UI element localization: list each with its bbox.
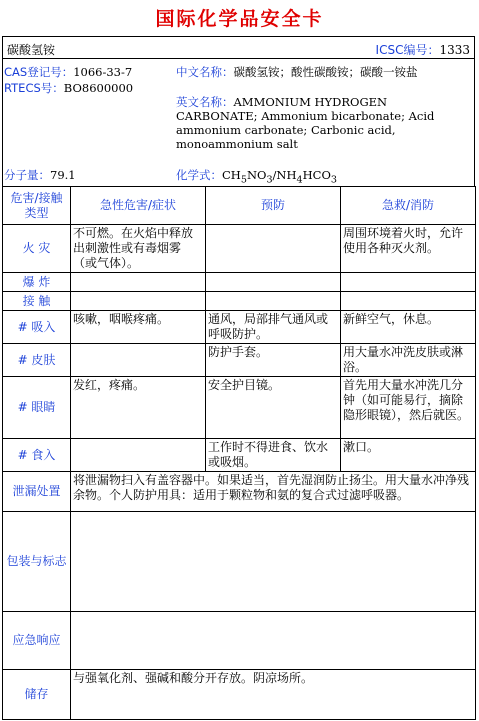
table-row <box>3 344 476 377</box>
cell-acute <box>71 344 206 377</box>
cell-acute <box>71 273 206 292</box>
en-name-field <box>176 95 471 151</box>
icsc-label: ICSC编号： <box>375 43 440 57</box>
cell-acute <box>71 292 206 311</box>
spill-row <box>3 472 476 512</box>
row-label: 接 触 <box>3 292 71 311</box>
formula-field <box>176 168 337 187</box>
header-prevent: 预防 <box>206 187 341 225</box>
cell-acute <box>71 439 206 472</box>
cell-aid: 周围环境着火时，允许使用各种灭火剂。 <box>341 225 476 273</box>
hazard-table <box>2 186 476 720</box>
cell-prevent <box>206 225 341 273</box>
cas-value: 1066-33-7 <box>73 65 133 79</box>
spill-text: 将泄漏物扫入有盖容器中。如果适当，首先湿润防止扬尘。用大量水冲净残余物。个人防护用具：适用于颗粒物和氨的复合式过滤呼吸器。 <box>71 472 476 512</box>
spill-label: 泄漏处置 <box>3 472 71 512</box>
table-row <box>3 273 476 292</box>
cn-name-label: 中文名称： <box>176 65 234 79</box>
cell-prevent: 安全护目镜。 <box>206 377 341 439</box>
card-header-frame <box>2 36 475 187</box>
cell-prevent: 防护手套。 <box>206 344 341 377</box>
divider <box>3 58 474 59</box>
cell-prevent <box>206 273 341 292</box>
cell-acute: 不可燃。在火焰中释放出刺激性或有毒烟雾（或气体）。 <box>71 225 206 273</box>
cell-aid: 漱口。 <box>341 439 476 472</box>
table-row <box>3 439 476 472</box>
mw-value: 79.1 <box>50 168 76 182</box>
formula-value: $CH_5NO_3/NH_4HCO_3$ <box>222 168 337 186</box>
cell-prevent <box>206 292 341 311</box>
storage-row <box>3 670 476 720</box>
storage-text: 与强氧化剂、强碱和酸分开存放。阴凉场所。 <box>71 670 476 720</box>
cell-aid: 用大量水冲洗皮肤或淋浴。 <box>341 344 476 377</box>
cas-field <box>4 65 132 79</box>
cell-prevent: 通风，局部排气通风或呼吸防护。 <box>206 311 341 344</box>
table-header-row <box>3 187 476 225</box>
cell-prevent: 工作时不得进食、饮水或吸烟。 <box>206 439 341 472</box>
mw-label: 分子量： <box>4 168 50 182</box>
cn-name-field <box>176 65 471 79</box>
icsc-value: 1333 <box>439 43 470 57</box>
table-row <box>3 225 476 273</box>
row-label: # 皮肤 <box>3 344 71 377</box>
emergency-text <box>71 612 476 670</box>
formula-label: 化学式： <box>176 168 222 182</box>
en-name-value: AMMONIUM HYDROGEN CARBONATE; Ammonium bicarbonate; Acid ammonium carbonate; Carbonic acid, monoammonium salt <box>176 95 435 151</box>
header-acute: 急性危害/症状 <box>71 187 206 225</box>
emergency-label: 应急响应 <box>3 612 71 670</box>
table-row <box>3 311 476 344</box>
table-row <box>3 292 476 311</box>
cell-acute: 发红，疼痛。 <box>71 377 206 439</box>
storage-label: 储存 <box>3 670 71 720</box>
header-aid: 急救/消防 <box>341 187 476 225</box>
row-label: 火 灾 <box>3 225 71 273</box>
packaging-row <box>3 512 476 612</box>
header-type: 危害/接触类型 <box>3 187 71 225</box>
chemical-name: 碳酸氢铵 <box>7 43 56 57</box>
rtecs-field <box>4 81 133 95</box>
packaging-label: 包装与标志 <box>3 512 71 612</box>
cn-name-value: 碳酸氢铵；酸性碳酸铵；碳酸一铵盐 <box>233 65 418 79</box>
emergency-row <box>3 612 476 670</box>
packaging-text <box>71 512 476 612</box>
cell-aid <box>341 292 476 311</box>
cas-label: CAS登记号： <box>4 65 74 79</box>
table-row <box>3 377 476 439</box>
cell-aid: 首先用大量水冲洗几分钟（如可能易行，摘除隐形眼镜），然后就医。 <box>341 377 476 439</box>
rtecs-value: BO8600000 <box>63 81 134 95</box>
page-title: 国际化学品安全卡 <box>155 8 324 30</box>
row-label: # 眼睛 <box>3 377 71 439</box>
rtecs-label: RTECS号： <box>4 81 64 95</box>
cell-aid <box>341 273 476 292</box>
row-label: 爆 炸 <box>3 273 71 292</box>
row-label: # 食入 <box>3 439 71 472</box>
cell-acute: 咳嗽，咽喉疼痛。 <box>71 311 206 344</box>
icsc-number <box>376 41 470 58</box>
cell-aid: 新鲜空气，休息。 <box>341 311 476 344</box>
en-name-label: 英文名称： <box>176 95 234 109</box>
mw-field <box>4 168 76 182</box>
row-label: # 吸入 <box>3 311 71 344</box>
